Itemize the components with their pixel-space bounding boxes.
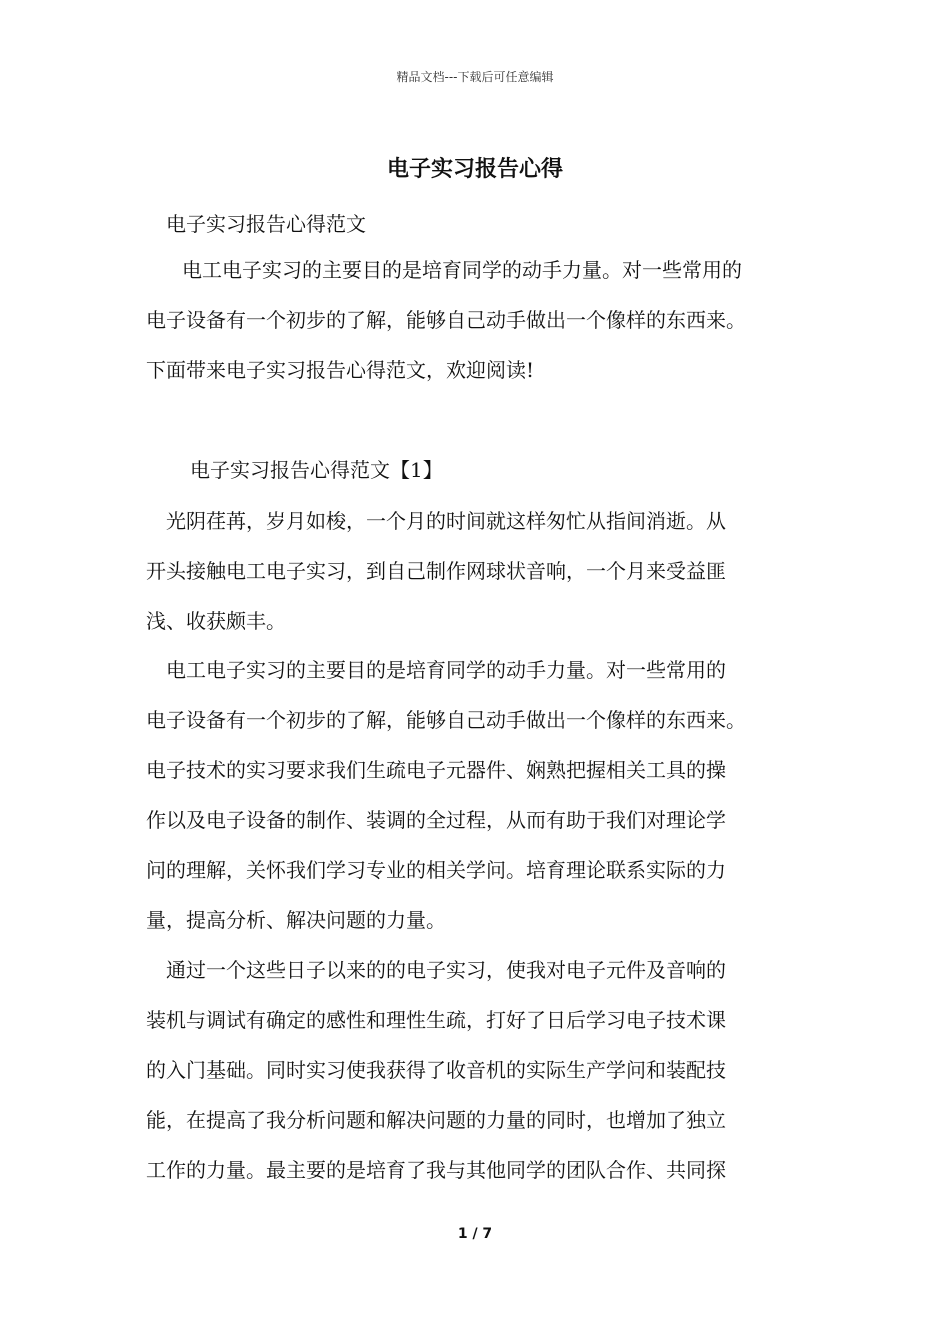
section-heading: 电子实习报告心得范文【1】 bbox=[190, 458, 443, 482]
paragraph-line: 工作的力量。最主要的是培育了我与其他同学的团队合作、共同探 bbox=[146, 1158, 726, 1182]
document-subtitle: 电子实习报告心得范文 bbox=[166, 212, 366, 236]
paragraph-line: 问的理解，关怀我们学习专业的相关学问。培育理论联系实际的力 bbox=[146, 858, 726, 882]
paragraph-line: 浅、收获颇丰。 bbox=[146, 609, 286, 633]
paragraph-line: 电子技术的实习要求我们生疏电子元器件、娴熟把握相关工具的操 bbox=[146, 758, 726, 782]
paragraph-line: 作以及电子设备的制作、装调的全过程，从而有助于我们对理论学 bbox=[146, 808, 726, 832]
paragraph-line: 电子设备有一个初步的了解，能够自己动手做出一个像样的东西来。 bbox=[146, 708, 746, 732]
intro-line: 下面带来电子实习报告心得范文，欢迎阅读! bbox=[146, 358, 535, 382]
paragraph-line: 光阴荏苒，岁月如梭，一个月的时间就这样匆忙从指间消逝。从 bbox=[166, 509, 726, 533]
page-header-note: 精品文档---下载后可任意编辑 bbox=[396, 70, 554, 84]
paragraph-line: 电工电子实习的主要目的是培育同学的动手力量。对一些常用的 bbox=[166, 658, 726, 682]
intro-line: 电工电子实习的主要目的是培育同学的动手力量。对一些常用的 bbox=[182, 258, 742, 282]
paragraph-line: 装机与调试有确定的感性和理性生疏，打好了日后学习电子技术课 bbox=[146, 1008, 726, 1032]
document-title: 电子实习报告心得 bbox=[386, 156, 563, 182]
paragraph-line: 量，提高分析、解决问题的力量。 bbox=[146, 908, 446, 932]
paragraph-line: 通过一个这些日子以来的的电子实习，使我对电子元件及音响的 bbox=[166, 958, 726, 982]
paragraph-line: 的入门基础。同时实习使我获得了收音机的实际生产学问和装配技 bbox=[146, 1058, 726, 1082]
intro-line: 电子设备有一个初步的了解，能够自己动手做出一个像样的东西来。 bbox=[146, 308, 746, 332]
paragraph-line: 开头接触电工电子实习，到自己制作网球状音响，一个月来受益匪 bbox=[146, 559, 726, 583]
page-number: 1 / 7 bbox=[457, 1226, 493, 1242]
paragraph-line: 能，在提高了我分析问题和解决问题的力量的同时，也增加了独立 bbox=[146, 1108, 726, 1132]
